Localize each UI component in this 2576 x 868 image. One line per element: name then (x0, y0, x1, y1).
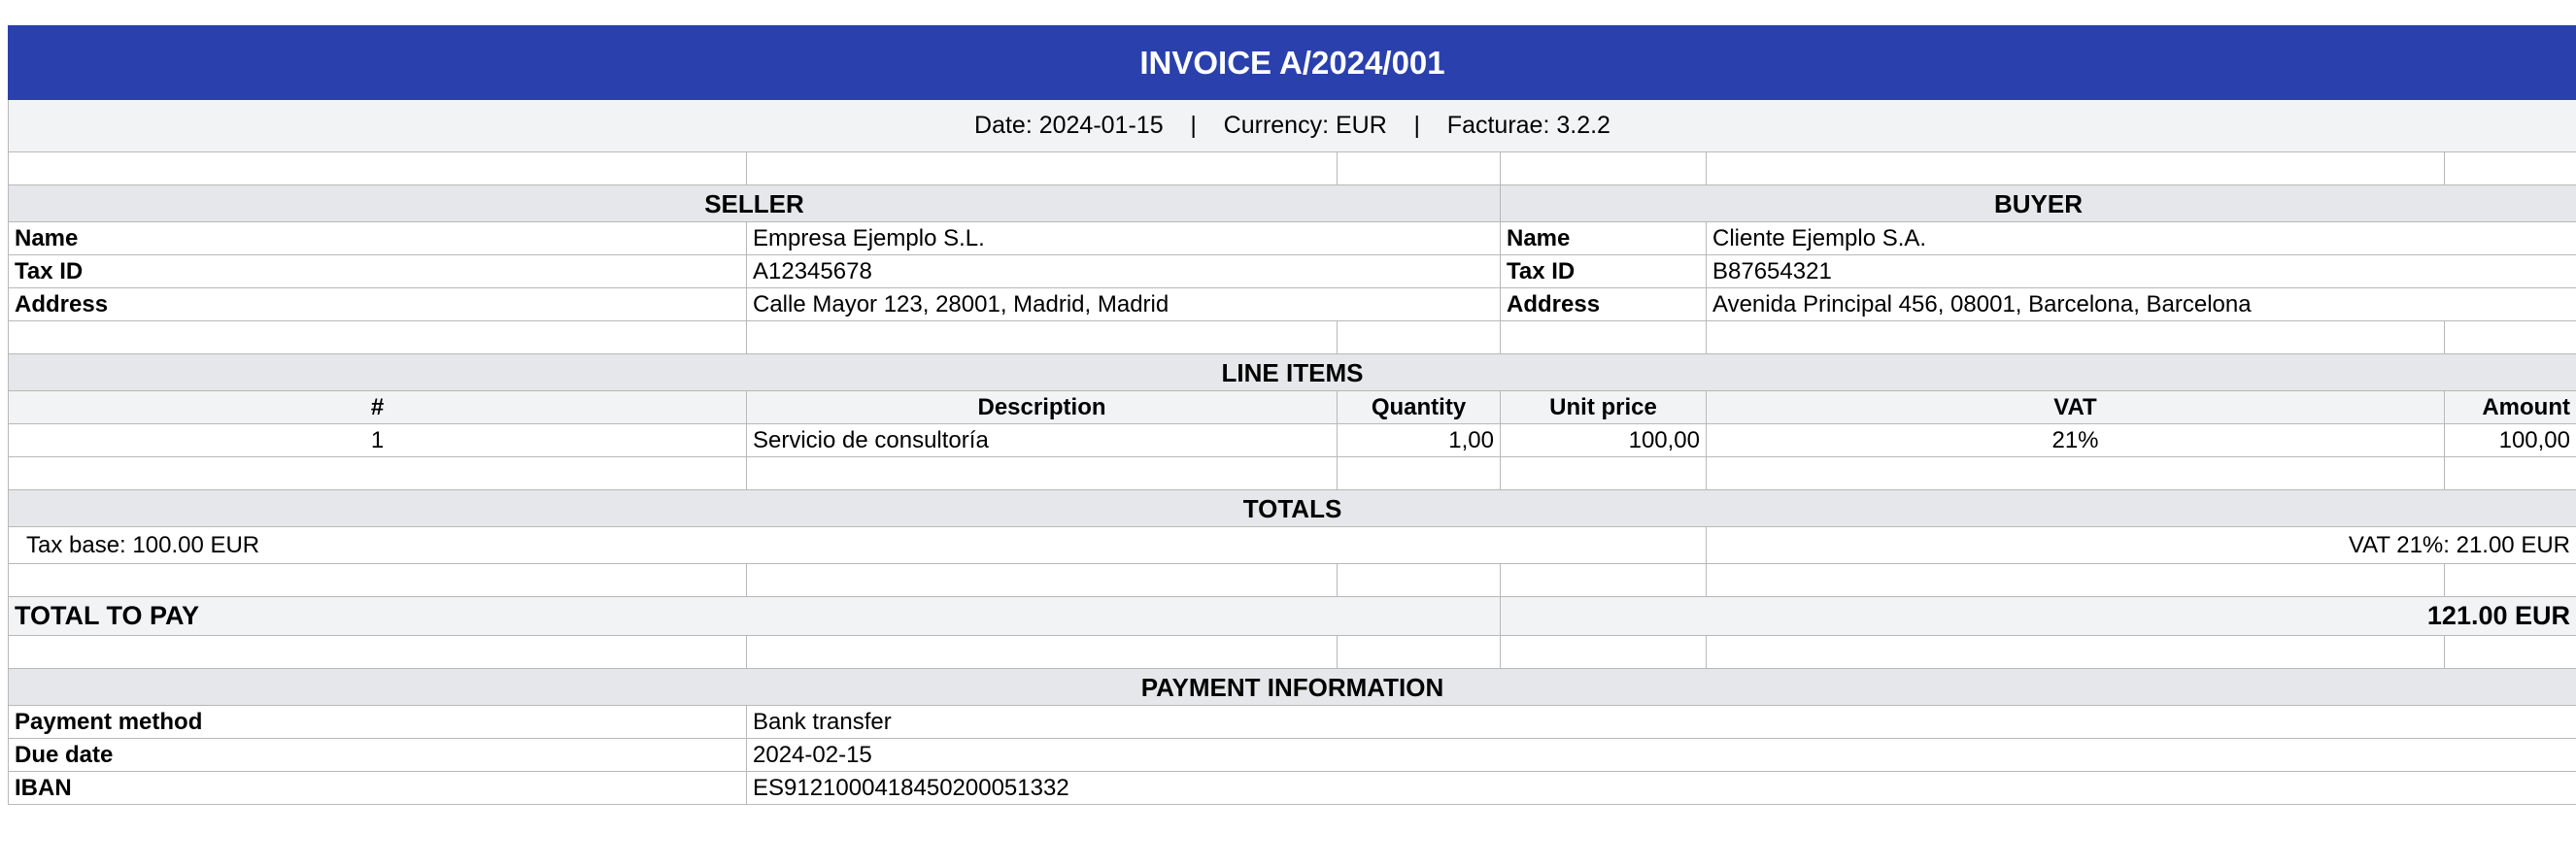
payment-info-heading[interactable]: PAYMENT INFORMATION (9, 669, 2576, 706)
blank-cell[interactable] (1707, 457, 2445, 490)
blank-cell[interactable] (1338, 152, 1501, 185)
blank-cell[interactable] (9, 636, 747, 669)
blank-cell[interactable] (747, 457, 1338, 490)
iban-value[interactable]: ES9121000418450200051332 (747, 772, 2576, 805)
seller-address-value[interactable]: Calle Mayor 123, 28001, Madrid, Madrid (747, 288, 1501, 321)
blank-cell[interactable] (2445, 152, 2576, 185)
invoice-title[interactable]: INVOICE A/2024/001 (9, 26, 2576, 100)
blank-cell[interactable] (1338, 564, 1501, 597)
blank-cell[interactable] (9, 321, 747, 354)
blank-cell[interactable] (1707, 321, 2445, 354)
line-items-heading[interactable]: LINE ITEMS (9, 354, 2576, 391)
blank-cell[interactable] (9, 564, 747, 597)
blank-cell[interactable] (1501, 321, 1707, 354)
blank-cell[interactable] (1338, 636, 1501, 669)
blank-cell[interactable] (2445, 321, 2576, 354)
seller-address-label[interactable]: Address (9, 288, 747, 321)
payment-method-value[interactable]: Bank transfer (747, 706, 2576, 739)
buyer-taxid-label[interactable]: Tax ID (1501, 255, 1707, 288)
line-item-vat[interactable]: 21% (1707, 424, 2445, 457)
seller-name-value[interactable]: Empresa Ejemplo S.L. (747, 222, 1501, 255)
buyer-name-value[interactable]: Cliente Ejemplo S.A. (1707, 222, 2576, 255)
blank-cell[interactable] (1707, 636, 2445, 669)
blank-cell[interactable] (1338, 457, 1501, 490)
column-header-number[interactable]: # (9, 391, 747, 424)
blank-cell[interactable] (1501, 564, 1707, 597)
blank-cell[interactable] (2445, 457, 2576, 490)
table-row (9, 424, 2576, 457)
blank-cell[interactable] (2445, 564, 2576, 597)
column-header-amount[interactable]: Amount (2445, 391, 2576, 424)
tax-base[interactable]: Tax base: 100.00 EUR (9, 527, 1707, 564)
blank-cell[interactable] (1338, 321, 1501, 354)
buyer-address-value[interactable]: Avenida Principal 456, 08001, Barcelona, Barcelona (1707, 288, 2576, 321)
line-item-quantity[interactable]: 1,00 (1338, 424, 1501, 457)
invoice-table (8, 25, 2576, 805)
column-header-vat[interactable]: VAT (1707, 391, 2445, 424)
blank-cell[interactable] (9, 457, 747, 490)
column-header-description[interactable]: Description (747, 391, 1338, 424)
vat-line[interactable]: VAT 21%: 21.00 EUR (1707, 527, 2576, 564)
buyer-address-label[interactable]: Address (1501, 288, 1707, 321)
blank-cell[interactable] (1501, 152, 1707, 185)
invoice-sheet (8, 25, 2576, 805)
buyer-taxid-value[interactable]: B87654321 (1707, 255, 2576, 288)
blank-cell[interactable] (747, 152, 1338, 185)
seller-heading[interactable]: SELLER (9, 185, 1501, 222)
total-to-pay-value[interactable]: 121.00 EUR (1501, 597, 2576, 636)
line-item-amount[interactable]: 100,00 (2445, 424, 2576, 457)
blank-cell[interactable] (747, 564, 1338, 597)
blank-cell[interactable] (747, 321, 1338, 354)
invoice-meta-line[interactable]: Date: 2024-01-15 | Currency: EUR | Facturae: 3.2.2 (9, 100, 2576, 152)
payment-method-label[interactable]: Payment method (9, 706, 747, 739)
blank-cell[interactable] (1707, 152, 2445, 185)
totals-heading[interactable]: TOTALS (9, 490, 2576, 527)
buyer-heading[interactable]: BUYER (1501, 185, 2576, 222)
seller-name-label[interactable]: Name (9, 222, 747, 255)
blank-cell[interactable] (9, 152, 747, 185)
line-item-number[interactable]: 1 (9, 424, 747, 457)
line-item-description[interactable]: Servicio de consultoría (747, 424, 1338, 457)
due-date-value[interactable]: 2024-02-15 (747, 739, 2576, 772)
iban-label[interactable]: IBAN (9, 772, 747, 805)
column-header-unit-price[interactable]: Unit price (1501, 391, 1707, 424)
buyer-name-label[interactable]: Name (1501, 222, 1707, 255)
blank-cell[interactable] (1501, 457, 1707, 490)
blank-cell[interactable] (747, 636, 1338, 669)
blank-cell[interactable] (2445, 636, 2576, 669)
total-to-pay-label[interactable]: TOTAL TO PAY (9, 597, 1501, 636)
blank-cell[interactable] (1501, 636, 1707, 669)
blank-cell[interactable] (1707, 564, 2445, 597)
due-date-label[interactable]: Due date (9, 739, 747, 772)
seller-taxid-value[interactable]: A12345678 (747, 255, 1501, 288)
line-item-unit-price[interactable]: 100,00 (1501, 424, 1707, 457)
seller-taxid-label[interactable]: Tax ID (9, 255, 747, 288)
column-header-quantity[interactable]: Quantity (1338, 391, 1501, 424)
